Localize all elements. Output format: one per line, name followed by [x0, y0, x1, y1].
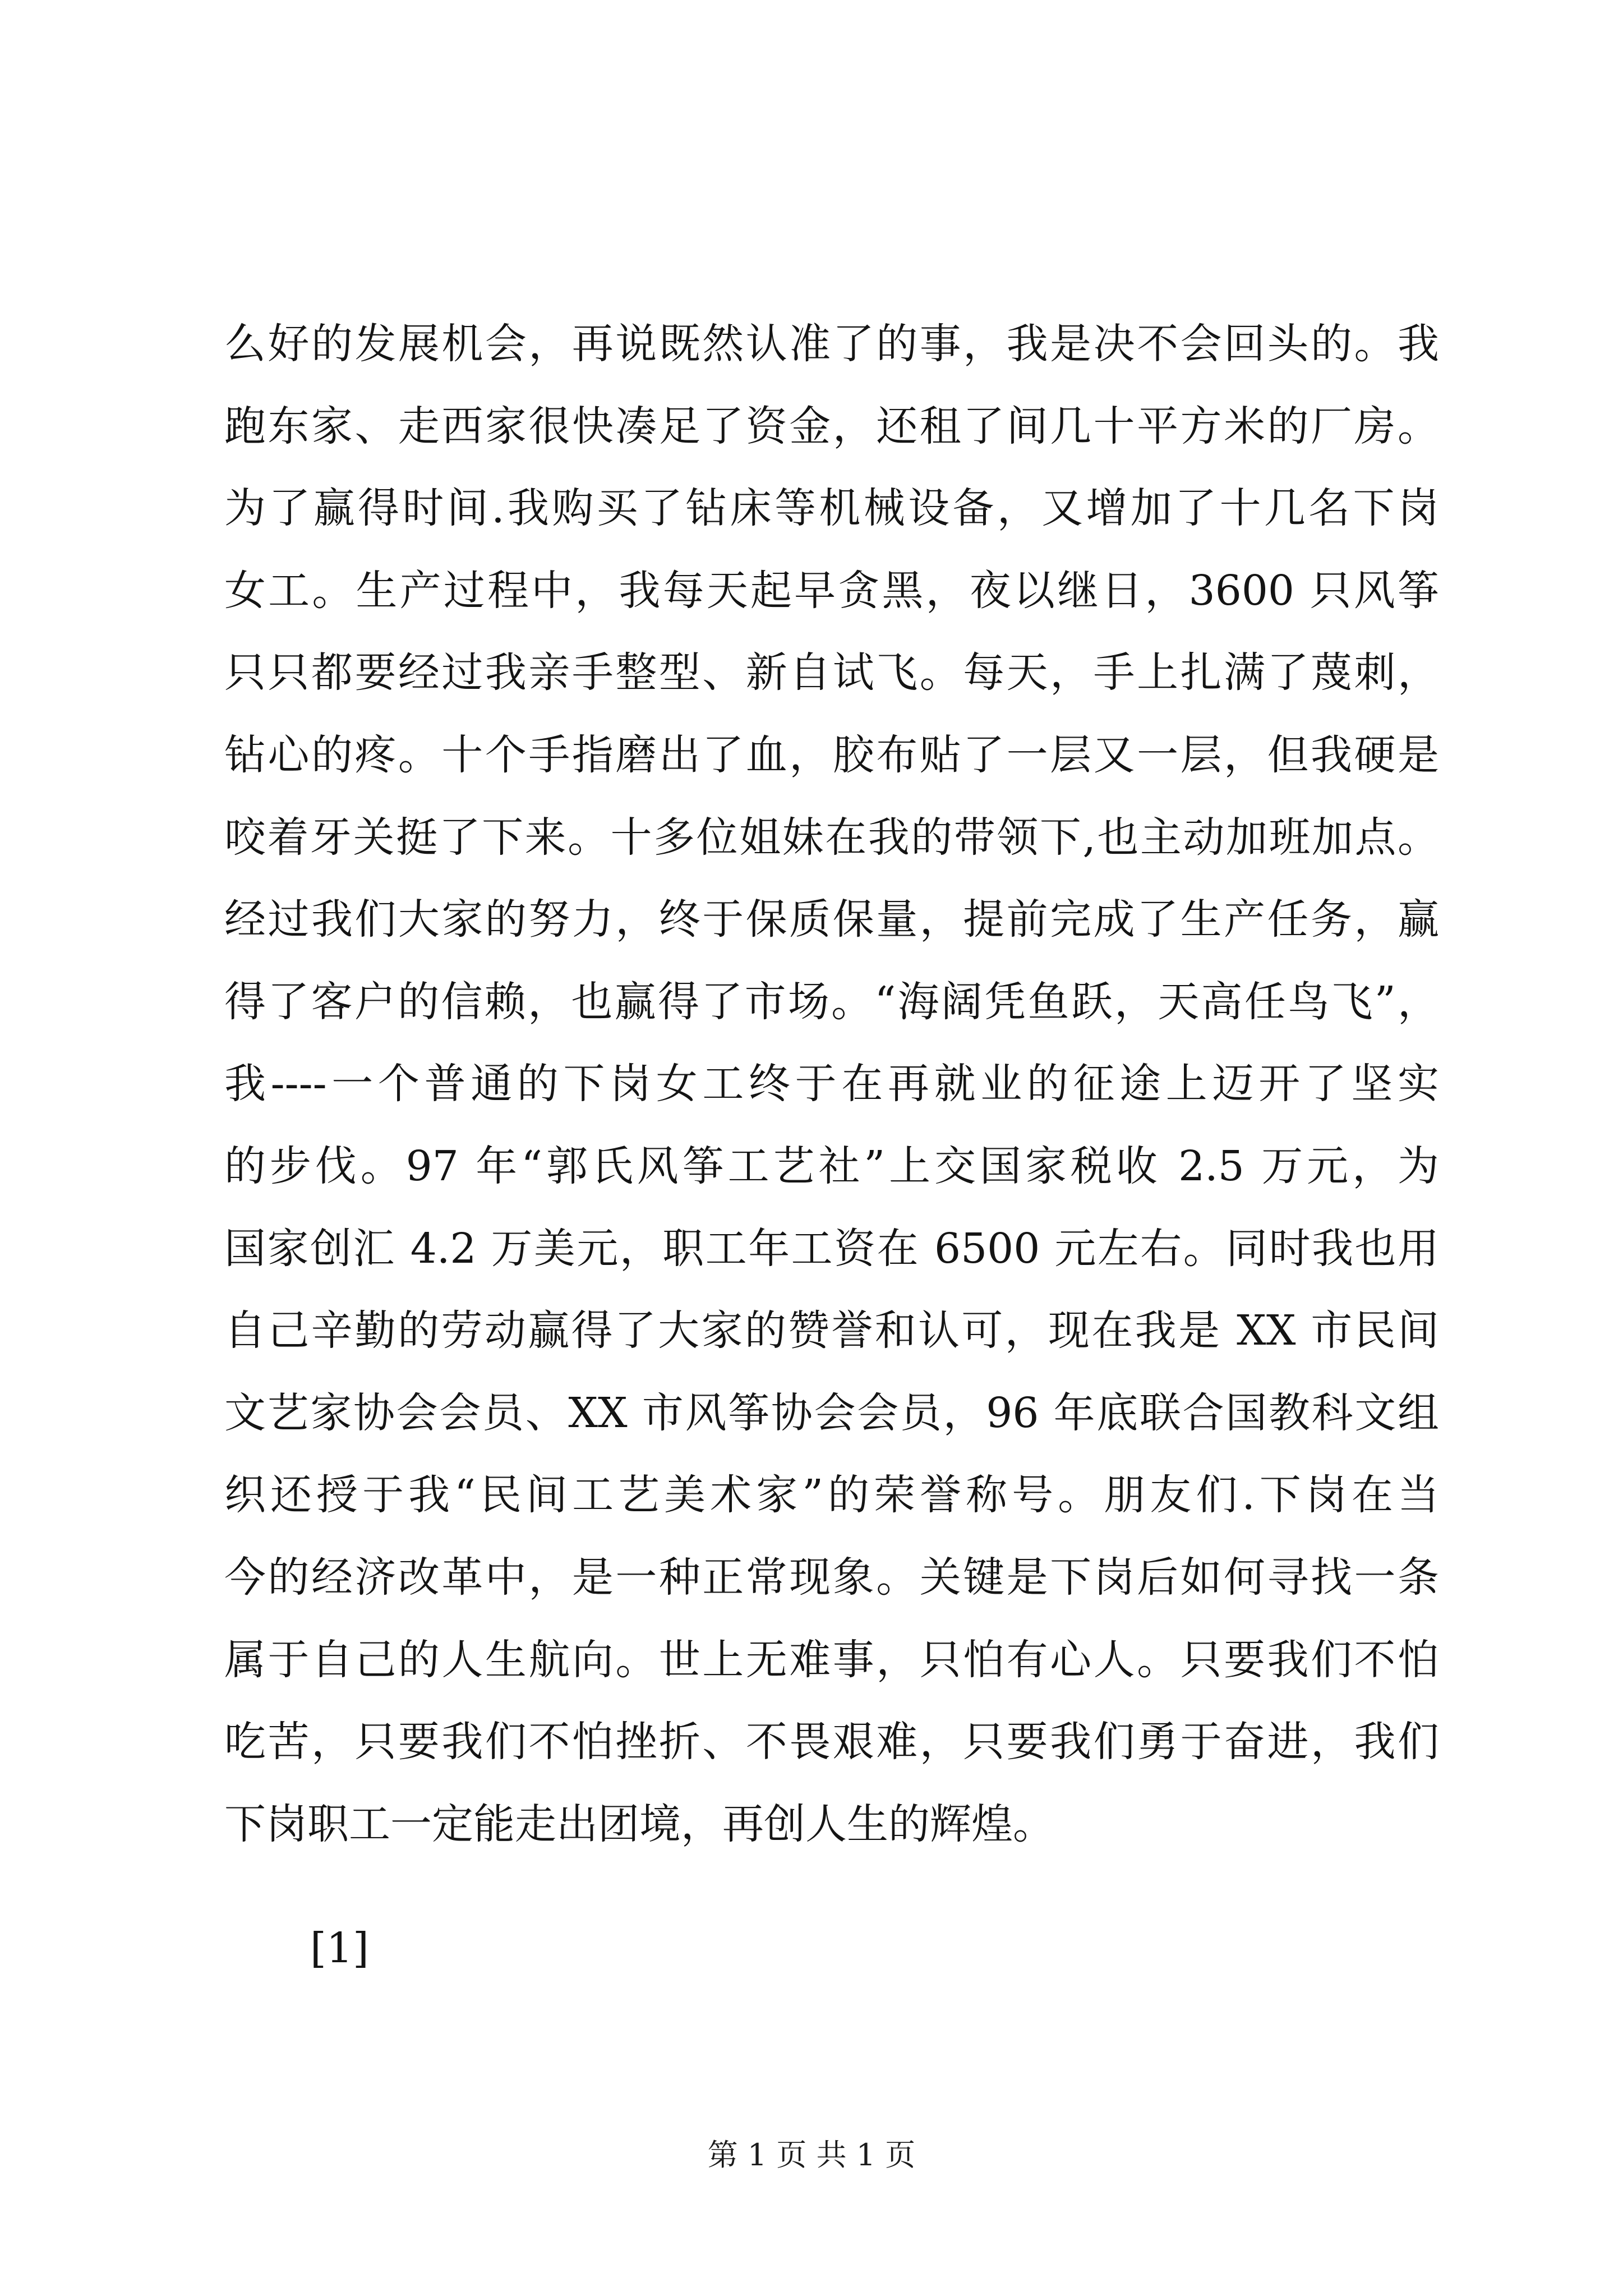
body-line: 么好的发展机会，再说既然认准了的事，我是决不会回头的。我 [224, 320, 1439, 368]
reference-marker: [1] [310, 1924, 369, 1972]
body-line: 吃苦，只要我们不怕挫折、不畏艰难，只要我们勇于奋进，我们 [224, 1718, 1439, 1766]
body-line: 织还授于我“民间工艺美术家”的荣誉称号。朋友们.下岗在当 [224, 1471, 1439, 1520]
body-line: 国家创汇 4.2 万美元，职工年工资在 6500 元左右。同时我也用 [224, 1224, 1439, 1273]
body-line: 得了客户的信赖，也赢得了市场。“海阔凭鱼跃，天高任鸟飞”， [224, 977, 1439, 1026]
page-footer [0, 2137, 1623, 2173]
body-line: 下岗职工一定能走出团境，再创人生的辉煌。 [224, 1800, 1054, 1848]
body-line: 咬着牙关挺了下来。十多位姐妹在我的带领下,也主动加班加点。 [224, 813, 1439, 862]
body-line: 的步伐。97 年“郭氏风筝工艺社”上交国家税收 2.5 万元，为 [224, 1142, 1439, 1190]
body-line: 只只都要经过我亲手整型、新自试飞。每天，手上扎满了蔑刺， [224, 648, 1439, 697]
page-indicator: 第 1 页 共 1 页 [707, 2137, 916, 2173]
body-line: 我----一个普通的下岗女工终于在再就业的征途上迈开了坚实 [224, 1060, 1439, 1108]
body-line: 女工。生产过程中，我每天起早贪黑，夜以继日，3600 只风筝 [224, 566, 1439, 615]
body-line: 经过我们大家的努力，终于保质保量，提前完成了生产任务，赢 [224, 895, 1439, 944]
body-line: 自己辛勤的劳动赢得了大家的赞誉和认可，现在我是 XX 市民间 [224, 1306, 1439, 1355]
body-line: 文艺家协会会员、XX 市风筝协会会员，96 年底联合国教科文组 [224, 1388, 1439, 1437]
body-line: 今的经济改革中，是一种正常现象。关键是下岗后如何寻找一条 [224, 1553, 1439, 1602]
body-paragraph [224, 303, 1439, 1865]
body-line: 属于自己的人生航向。世上无难事，只怕有心人。只要我们不怕 [224, 1635, 1439, 1684]
body-line: 钻心的疼。十个手指磨出了血，胶布贴了一层又一层，但我硬是 [224, 730, 1439, 779]
body-line: 为了赢得时间.我购买了钻床等机械设备，又增加了十几名下岗 [224, 484, 1439, 533]
body-line: 跑东家、走西家很快凑足了资金，还租了间几十平方米的厂房。 [224, 402, 1439, 450]
